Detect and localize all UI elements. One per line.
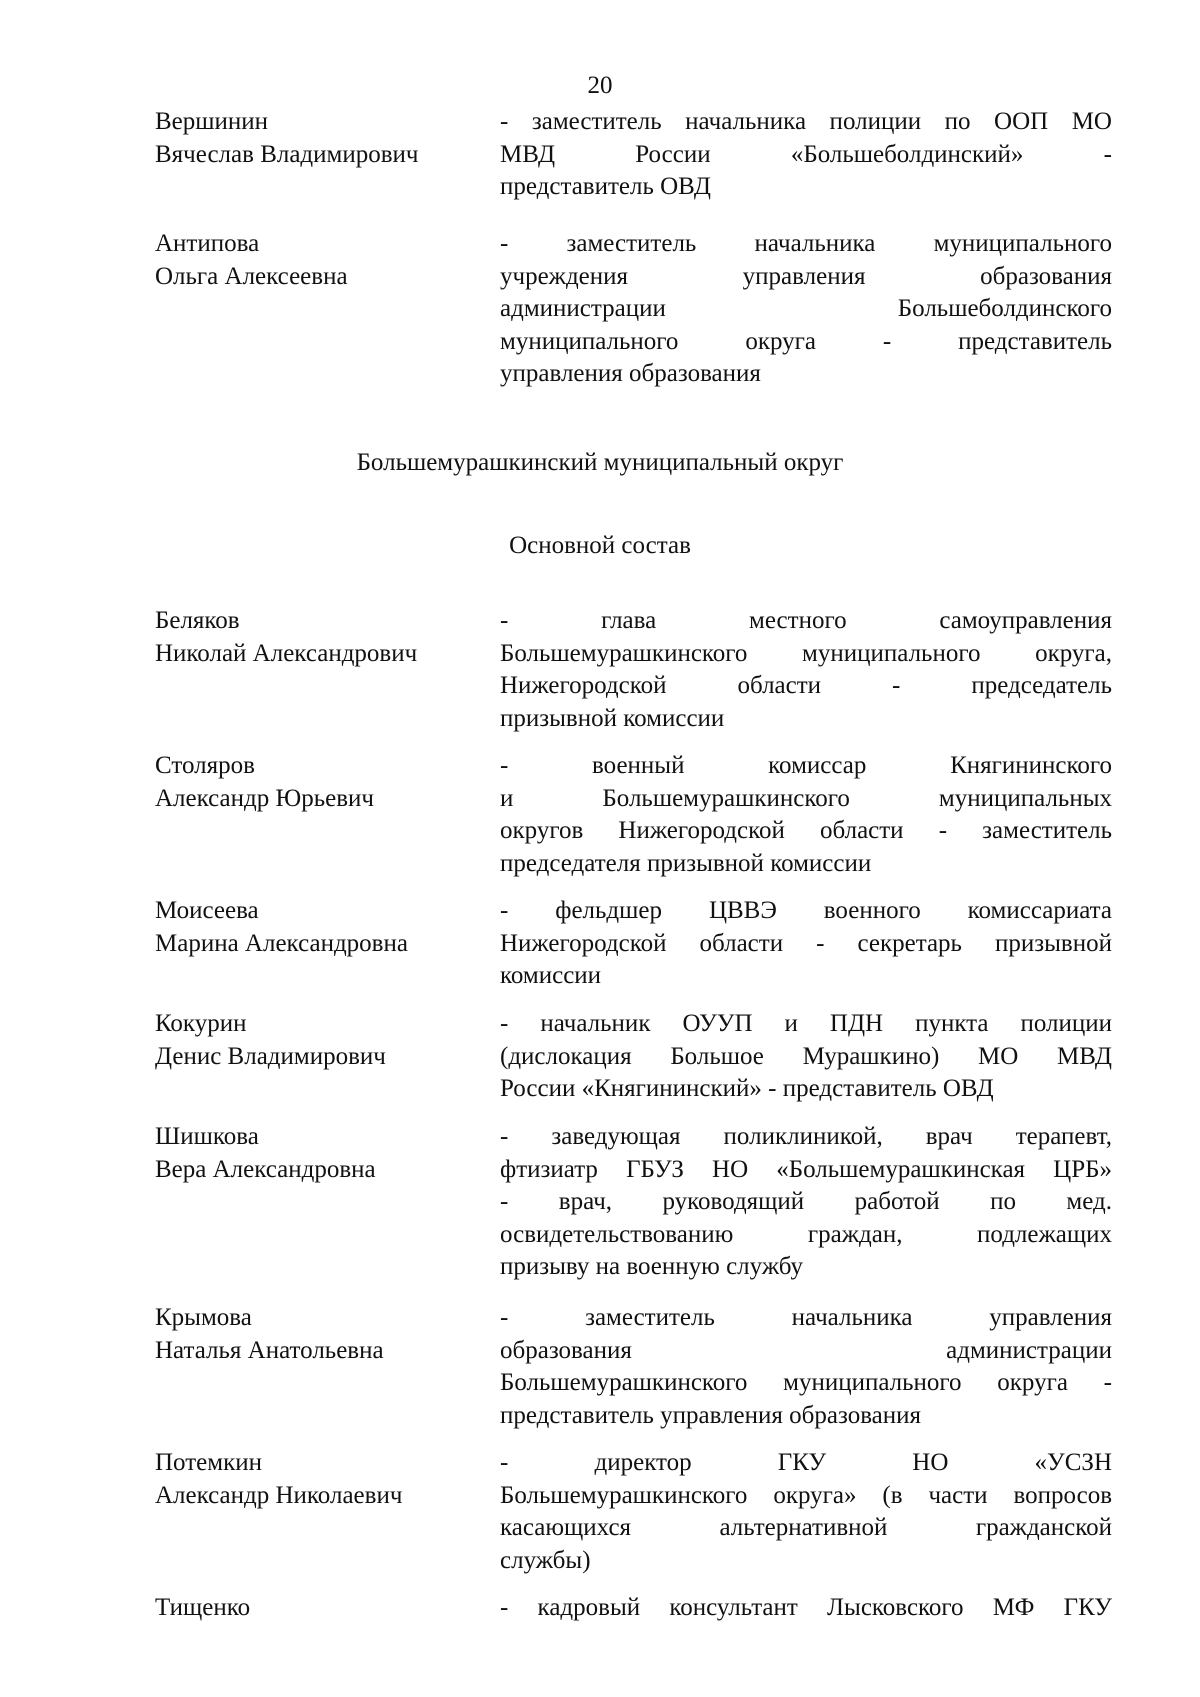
member-surname: Крымова — [155, 1304, 252, 1331]
member-position — [500, 1008, 1112, 1106]
position-line: представитель ОВД — [500, 173, 711, 201]
position-line: - заместитель начальника управления — [500, 1304, 1112, 1331]
member-position — [500, 1592, 1112, 1625]
position-line: Большемурашкинского муниципального округа - — [500, 1369, 1112, 1397]
member-surname: Тищенко — [155, 1594, 251, 1621]
member-given-names: Денис Владимирович — [155, 1042, 386, 1070]
member-name — [155, 228, 485, 293]
position-line: МВД России «Большеболдинский» - — [500, 140, 1112, 168]
member-name — [155, 895, 485, 960]
position-line: представитель управления образования — [500, 1401, 922, 1429]
member-given-names: Александр Юрьевич — [155, 784, 374, 812]
member-given-names: Николай Александрович — [155, 639, 418, 667]
member-name — [155, 106, 485, 171]
member-position — [500, 895, 1112, 993]
member-surname: Столяров — [155, 752, 255, 779]
member-name — [155, 1008, 485, 1073]
position-line: управления образования — [500, 360, 761, 388]
member-surname: Антипова — [155, 230, 260, 257]
position-line: - начальник ОУУП и ПДН пункта полиции — [500, 1010, 1112, 1037]
position-line: учреждения управления образования — [500, 262, 1112, 290]
position-line: освидетельствованию граждан, подлежащих — [500, 1220, 1112, 1248]
position-line: - врач, руководящий работой по мед. — [500, 1188, 1112, 1216]
position-line: фтизиатр ГБУЗ НО «Большемурашкинская ЦРБ» — [500, 1155, 1112, 1183]
member-position — [500, 1447, 1112, 1577]
member-name — [155, 1592, 485, 1625]
position-line: (дислокация Большое Мурашкино) МО МВД — [500, 1042, 1112, 1070]
member-name — [155, 605, 485, 670]
member-given-names: Ольга Алексеевна — [155, 262, 348, 290]
position-line: - кадровый консультант Лысковского МФ ГКУ — [500, 1594, 1112, 1621]
member-surname: Вершинин — [155, 108, 269, 135]
section-heading: Основной состав — [509, 532, 691, 559]
position-line: Большемурашкинского округа» (в части вопросов — [500, 1481, 1112, 1509]
member-name — [155, 1302, 485, 1367]
member-position — [500, 605, 1112, 735]
position-line: Большемурашкинского муниципального округа, — [500, 639, 1112, 667]
member-name — [155, 1447, 485, 1512]
member-name — [155, 750, 485, 815]
member-name — [155, 1121, 485, 1186]
member-position — [500, 750, 1112, 880]
position-line: округов Нижегородской области - заместитель — [500, 817, 1112, 845]
member-given-names: Александр Николаевич — [155, 1481, 403, 1509]
position-line: председателя призывной комиссии — [500, 849, 872, 877]
member-given-names: Вера Александровна — [155, 1155, 376, 1183]
position-line: - заместитель начальника полиции по ООП МО — [500, 108, 1112, 135]
position-line: Нижегородской области - председатель — [500, 672, 1112, 700]
member-surname: Потемкин — [155, 1449, 262, 1476]
position-line: России «Княгининский» - представитель ОВД — [500, 1075, 994, 1103]
member-surname: Кокурин — [155, 1010, 247, 1037]
position-line: образования администрации — [500, 1336, 1112, 1364]
member-given-names: Наталья Анатольевна — [155, 1336, 384, 1364]
member-position — [500, 106, 1112, 204]
position-line: и Большемурашкинского муниципальных — [500, 784, 1112, 812]
position-line: комиссии — [500, 962, 602, 990]
member-position — [500, 1121, 1112, 1284]
member-surname: Беляков — [155, 607, 240, 634]
position-line: - директор ГКУ НО «УСЗН — [500, 1449, 1112, 1476]
member-given-names: Марина Александровна — [155, 929, 408, 957]
position-line: администрации Большеболдинского — [500, 295, 1112, 323]
position-line: - заместитель начальника муниципального — [500, 230, 1112, 257]
member-surname: Шишкова — [155, 1123, 259, 1150]
position-line: призыву на военную службу — [500, 1253, 804, 1281]
position-line: Нижегородской области - секретарь призывной — [500, 929, 1112, 957]
member-surname: Моисеева — [155, 897, 259, 924]
position-line: касающихся альтернативной гражданской — [500, 1514, 1112, 1542]
position-line: - военный комиссар Княгининского — [500, 752, 1112, 779]
position-line: - фельдшер ЦВВЭ военного комиссариата — [500, 897, 1112, 924]
member-given-names: Вячеслав Владимирович — [155, 140, 419, 168]
member-position — [500, 1302, 1112, 1432]
position-line: службы) — [500, 1546, 591, 1574]
position-line: муниципального округа - представитель — [500, 327, 1112, 355]
position-line: призывной комиссии — [500, 704, 725, 732]
position-line: - заведующая поликлиникой, врач терапевт, — [500, 1123, 1112, 1150]
page-number: 20 — [587, 72, 613, 99]
position-line: - глава местного самоуправления — [500, 607, 1112, 634]
region-heading: Большемурашкинский муниципальный округ — [356, 449, 844, 476]
member-position — [500, 228, 1112, 391]
